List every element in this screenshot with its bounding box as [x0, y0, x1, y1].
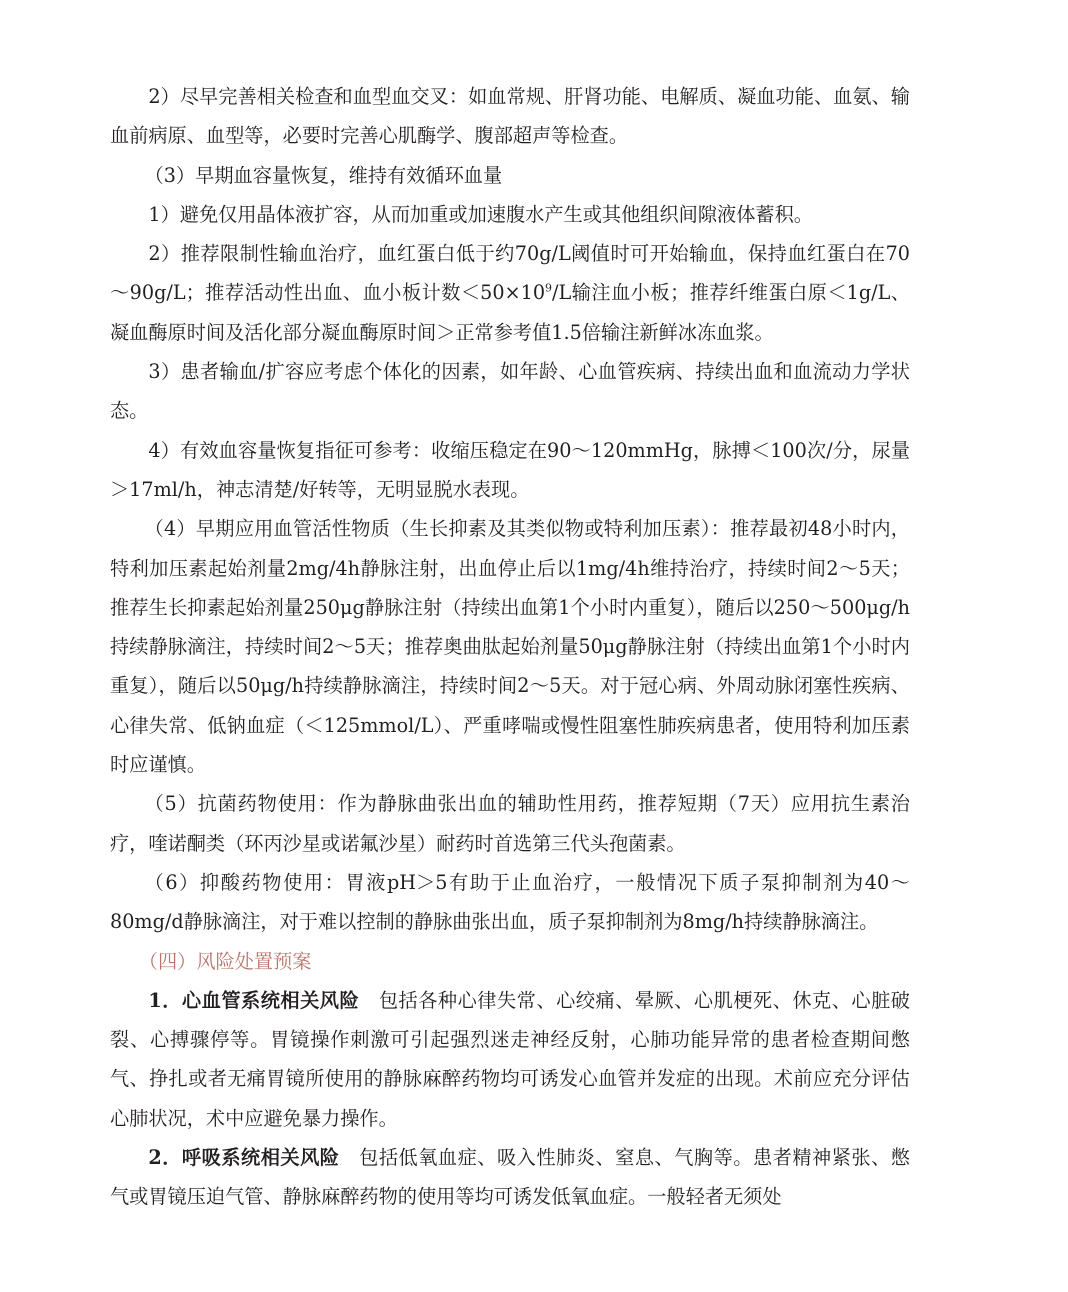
paragraph-respiratory-risk [110, 1138, 910, 1217]
paragraph-volume-restore-title: （3）早期血容量恢复，维持有效循环血量 [144, 163, 503, 187]
paragraph-antibiotics: （5）抗菌药物使用：作为静脉曲张出血的辅助性用药，推荐短期（7天）应用抗生素治疗，喹诺酮类（环丙沙星或诺氟沙星）耐药时首选第三代头孢菌素。 [110, 792, 910, 855]
paragraph-restrictive-transfusion [110, 234, 910, 352]
paragraph-avoid-crystalloid: 1）避免仅用晶体液扩容，从而加重或加速腹水产生或其他组织间隙液体蓄积。 [148, 202, 813, 226]
risk-body-cardiovascular: 包括各种心律失常、心绞痛、晕厥、心肌梗死、休克、心脏破裂、心搏骤停等。胃镜操作刺激可引起强烈迷走神经反射，心肺功能异常的患者检查期间憋气、挣扎或者无痛胃镜所使用的静脉麻醉药物均可诱发心血管并发症的出现。术前应充分评估心肺状况，术中应避免暴力操作。 [110, 988, 910, 1130]
paragraph-cardiovascular-risk [110, 981, 910, 1138]
transfusion-text-part-b: /L输注血小板；推荐纤维蛋白原＜1g/L、凝血酶原时间及活化部分凝血酶原时间＞正常参考值1.5倍输注新鲜冰冻血浆。 [110, 281, 910, 344]
risk-body-respiratory: 包括低氧血症、吸入性肺炎、窒息、气胸等。患者精神紧张、憋气或胃镜压迫气管、静脉麻醉药物的使用等均可诱发低氧血症。一般轻者无须处 [110, 1146, 910, 1209]
document-page [110, 77, 910, 1217]
paragraph-recovery-indicators: 4）有效血容量恢复指征可参考：收缩压稳定在90～120mmHg，脉搏＜100次/分，尿量＞17ml/h，神志清楚/好转等，无明显脱水表现。 [110, 438, 910, 501]
paragraph-acid-suppression: （6）抑酸药物使用：胃液pH＞5有助于止血治疗，一般情况下质子泵抑制剂为40～80mg/d静脉滴注，对于难以控制的静脉曲张出血，质子泵抑制剂为8mg/h持续静脉滴注。 [110, 870, 910, 934]
risk-lead-cardiovascular: 1．心血管系统相关风险 [148, 988, 360, 1012]
exponent-superscript: 9 [545, 282, 553, 296]
paragraph-vasoactive-drugs: （4）早期应用血管活性物质（生长抑素及其类似物或特利加压素）：推荐最初48小时内，特利加压素起始剂量2mg/4h静脉注射，出血停止后以1mg/4h维持治疗，持续时间2～5天；推荐生长抑素起始剂量250μg静脉注射（持续出血第1个小时内重复），随后以250～500μg/h持续静脉滴注，持续时间2～5天；推荐奥曲肽起始剂量50μg静脉注射（持续出血第1个小时内重复），随后以50μg/h持续静脉滴注，持续时间2～5天。对于冠心病、外周动脉闭塞性疾病、心律失常、低钠血症（＜125mmol/L）、严重哮喘或慢性阻塞性肺疾病患者，使用特利加压素时应谨慎。 [110, 517, 910, 777]
paragraph-individualized-factors: 3）患者输血/扩容应考虑个体化的因素，如年龄、心血管疾病、持续出血和血流动力学状态。 [110, 360, 910, 423]
paragraph-check-tests: 2）尽早完善相关检查和血型血交叉：如血常规、肝肾功能、电解质、凝血功能、血氨、输血前病原、血型等，必要时完善心肌酶学、腹部超声等检查。 [110, 85, 910, 148]
section-heading-risk-plan: （四）风险处置预案 [138, 949, 312, 973]
risk-lead-respiratory: 2．呼吸系统相关风险 [148, 1146, 340, 1170]
transfusion-text-part-a: 2）推荐限制性输血治疗，血红蛋白低于约70g/L阈值时可开始输血，保持血红蛋白在70～90g/L；推荐活动性出血、血小板计数＜50×10 [110, 242, 910, 305]
